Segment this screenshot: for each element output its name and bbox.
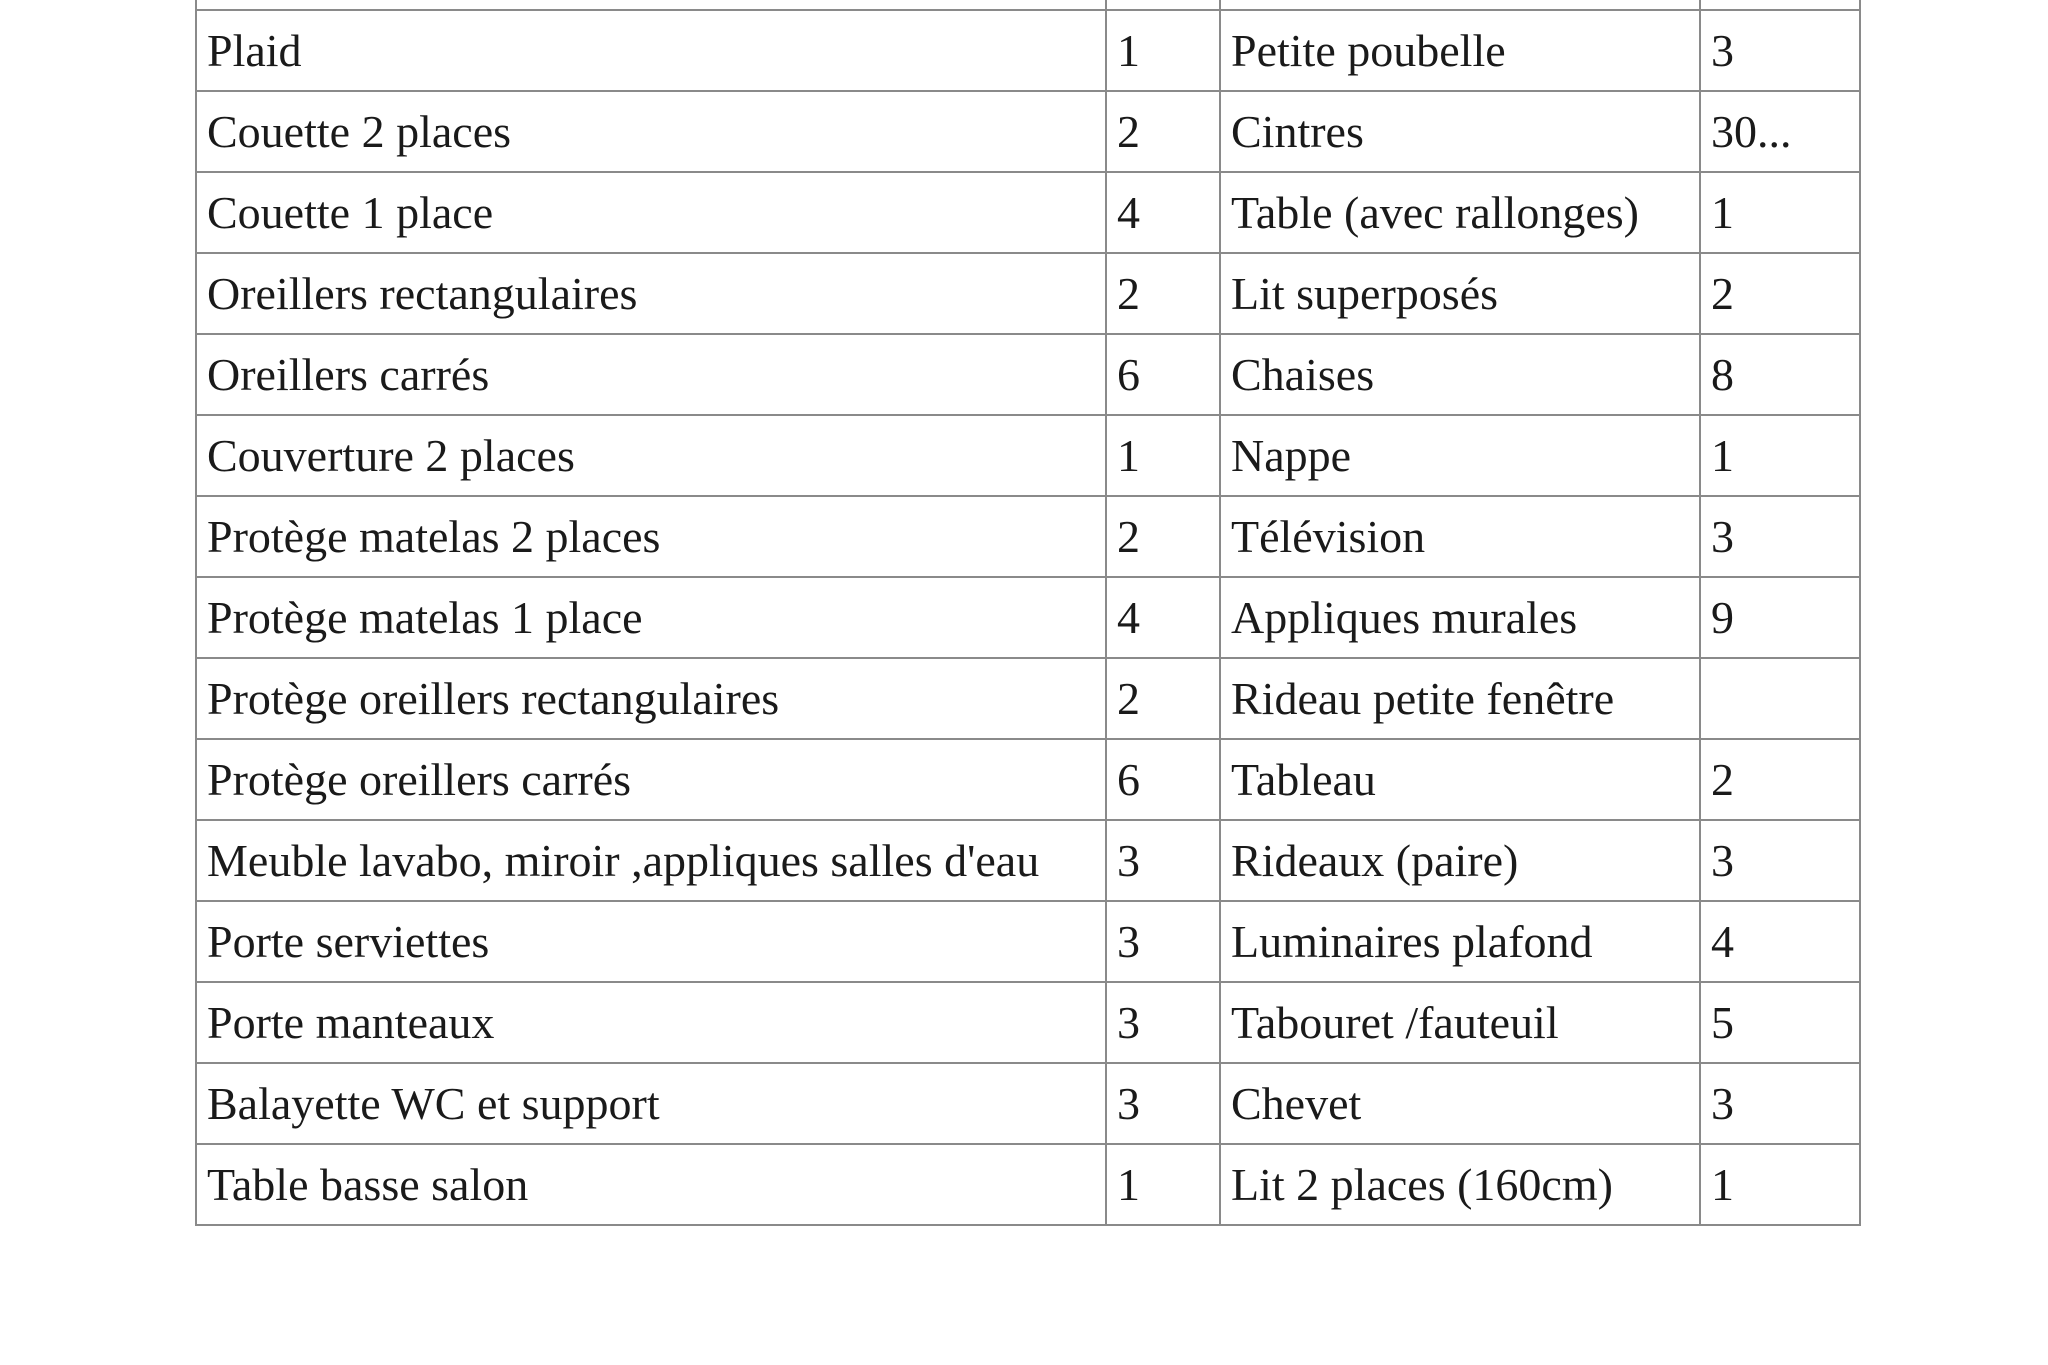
right-item-cell: Lit 2 places (160cm): [1220, 1144, 1700, 1225]
left-quantity-cell: 3: [1106, 820, 1220, 901]
table-row: [196, 172, 1860, 253]
left-item-cell: Balayette WC et support: [196, 1063, 1106, 1144]
left-item-cell: Couverture 2 places: [196, 415, 1106, 496]
table-row: [196, 334, 1860, 415]
left-item-cell: Couette 1 place: [196, 172, 1106, 253]
right-quantity-cell: 1: [1700, 172, 1860, 253]
right-quantity-cell: 3: [1700, 496, 1860, 577]
table-row: [196, 577, 1860, 658]
left-quantity-cell: 1: [1106, 415, 1220, 496]
left-quantity-cell: 2: [1106, 658, 1220, 739]
right-item-cell: Luminaires plafond: [1220, 901, 1700, 982]
table-row: [196, 982, 1860, 1063]
left-item-cell: Protège matelas 1 place: [196, 577, 1106, 658]
left-quantity-cell: 3: [1106, 901, 1220, 982]
left-quantity-cell: 1: [1106, 10, 1220, 91]
right-item-cell: Télévision: [1220, 496, 1700, 577]
table-row: [196, 415, 1860, 496]
right-quantity-cell: 2: [1700, 253, 1860, 334]
left-item-cell: Porte manteaux: [196, 982, 1106, 1063]
right-item-cell: Petite poubelle: [1220, 10, 1700, 91]
right-quantity-cell: [1700, 0, 1860, 10]
right-item-cell: Table (avec rallonges): [1220, 172, 1700, 253]
right-item-cell: Rideaux (paire): [1220, 820, 1700, 901]
left-item-cell: Oreillers rectangulaires: [196, 253, 1106, 334]
left-item-cell: Meuble lavabo, miroir ,appliques salles d'eau: [196, 820, 1106, 901]
left-quantity-cell: 3: [1106, 982, 1220, 1063]
right-quantity-cell: 3: [1700, 1063, 1860, 1144]
table-row: [196, 10, 1860, 91]
left-item-cell: Protège matelas 2 places: [196, 496, 1106, 577]
left-quantity-cell: 6: [1106, 739, 1220, 820]
left-item-cell: [196, 0, 1106, 10]
right-item-cell: Appliques murales: [1220, 577, 1700, 658]
left-quantity-cell: 4: [1106, 172, 1220, 253]
inventory-table: [195, 0, 1861, 1226]
right-item-cell: [1220, 0, 1700, 10]
left-quantity-cell: 1: [1106, 1144, 1220, 1225]
right-item-cell: Tabouret /fauteuil: [1220, 982, 1700, 1063]
table-row: [196, 658, 1860, 739]
left-quantity-cell: 3: [1106, 1063, 1220, 1144]
left-item-cell: Plaid: [196, 10, 1106, 91]
table-row: [196, 496, 1860, 577]
right-item-cell: Nappe: [1220, 415, 1700, 496]
left-item-cell: Protège oreillers rectangulaires: [196, 658, 1106, 739]
right-quantity-cell: 5: [1700, 982, 1860, 1063]
left-quantity-cell: 2: [1106, 91, 1220, 172]
right-quantity-cell: 8: [1700, 334, 1860, 415]
left-quantity-cell: 4: [1106, 577, 1220, 658]
table-row: [196, 820, 1860, 901]
left-quantity-cell: 6: [1106, 334, 1220, 415]
left-item-cell: Oreillers carrés: [196, 334, 1106, 415]
table-row: [196, 91, 1860, 172]
left-quantity-cell: [1106, 0, 1220, 10]
left-quantity-cell: 2: [1106, 496, 1220, 577]
inventory-table-body: [196, 0, 1860, 1225]
table-row: [196, 739, 1860, 820]
right-quantity-cell: 4: [1700, 901, 1860, 982]
right-quantity-cell: [1700, 658, 1860, 739]
right-quantity-cell: 3: [1700, 10, 1860, 91]
right-item-cell: Chevet: [1220, 1063, 1700, 1144]
right-item-cell: Tableau: [1220, 739, 1700, 820]
left-item-cell: Protège oreillers carrés: [196, 739, 1106, 820]
table-row: [196, 901, 1860, 982]
right-quantity-cell: 2: [1700, 739, 1860, 820]
left-item-cell: Couette 2 places: [196, 91, 1106, 172]
left-item-cell: Porte serviettes: [196, 901, 1106, 982]
right-quantity-cell: 1: [1700, 415, 1860, 496]
table-row: [196, 1063, 1860, 1144]
right-item-cell: Rideau petite fenêtre: [1220, 658, 1700, 739]
left-quantity-cell: 2: [1106, 253, 1220, 334]
table-row: [196, 0, 1860, 10]
left-item-cell: Table basse salon: [196, 1144, 1106, 1225]
table-row: [196, 253, 1860, 334]
right-item-cell: Chaises: [1220, 334, 1700, 415]
right-quantity-cell: 9: [1700, 577, 1860, 658]
right-quantity-cell: 3: [1700, 820, 1860, 901]
right-item-cell: Cintres: [1220, 91, 1700, 172]
right-quantity-cell: 30...: [1700, 91, 1860, 172]
right-quantity-cell: 1: [1700, 1144, 1860, 1225]
table-row: [196, 1144, 1860, 1225]
right-item-cell: Lit superposés: [1220, 253, 1700, 334]
